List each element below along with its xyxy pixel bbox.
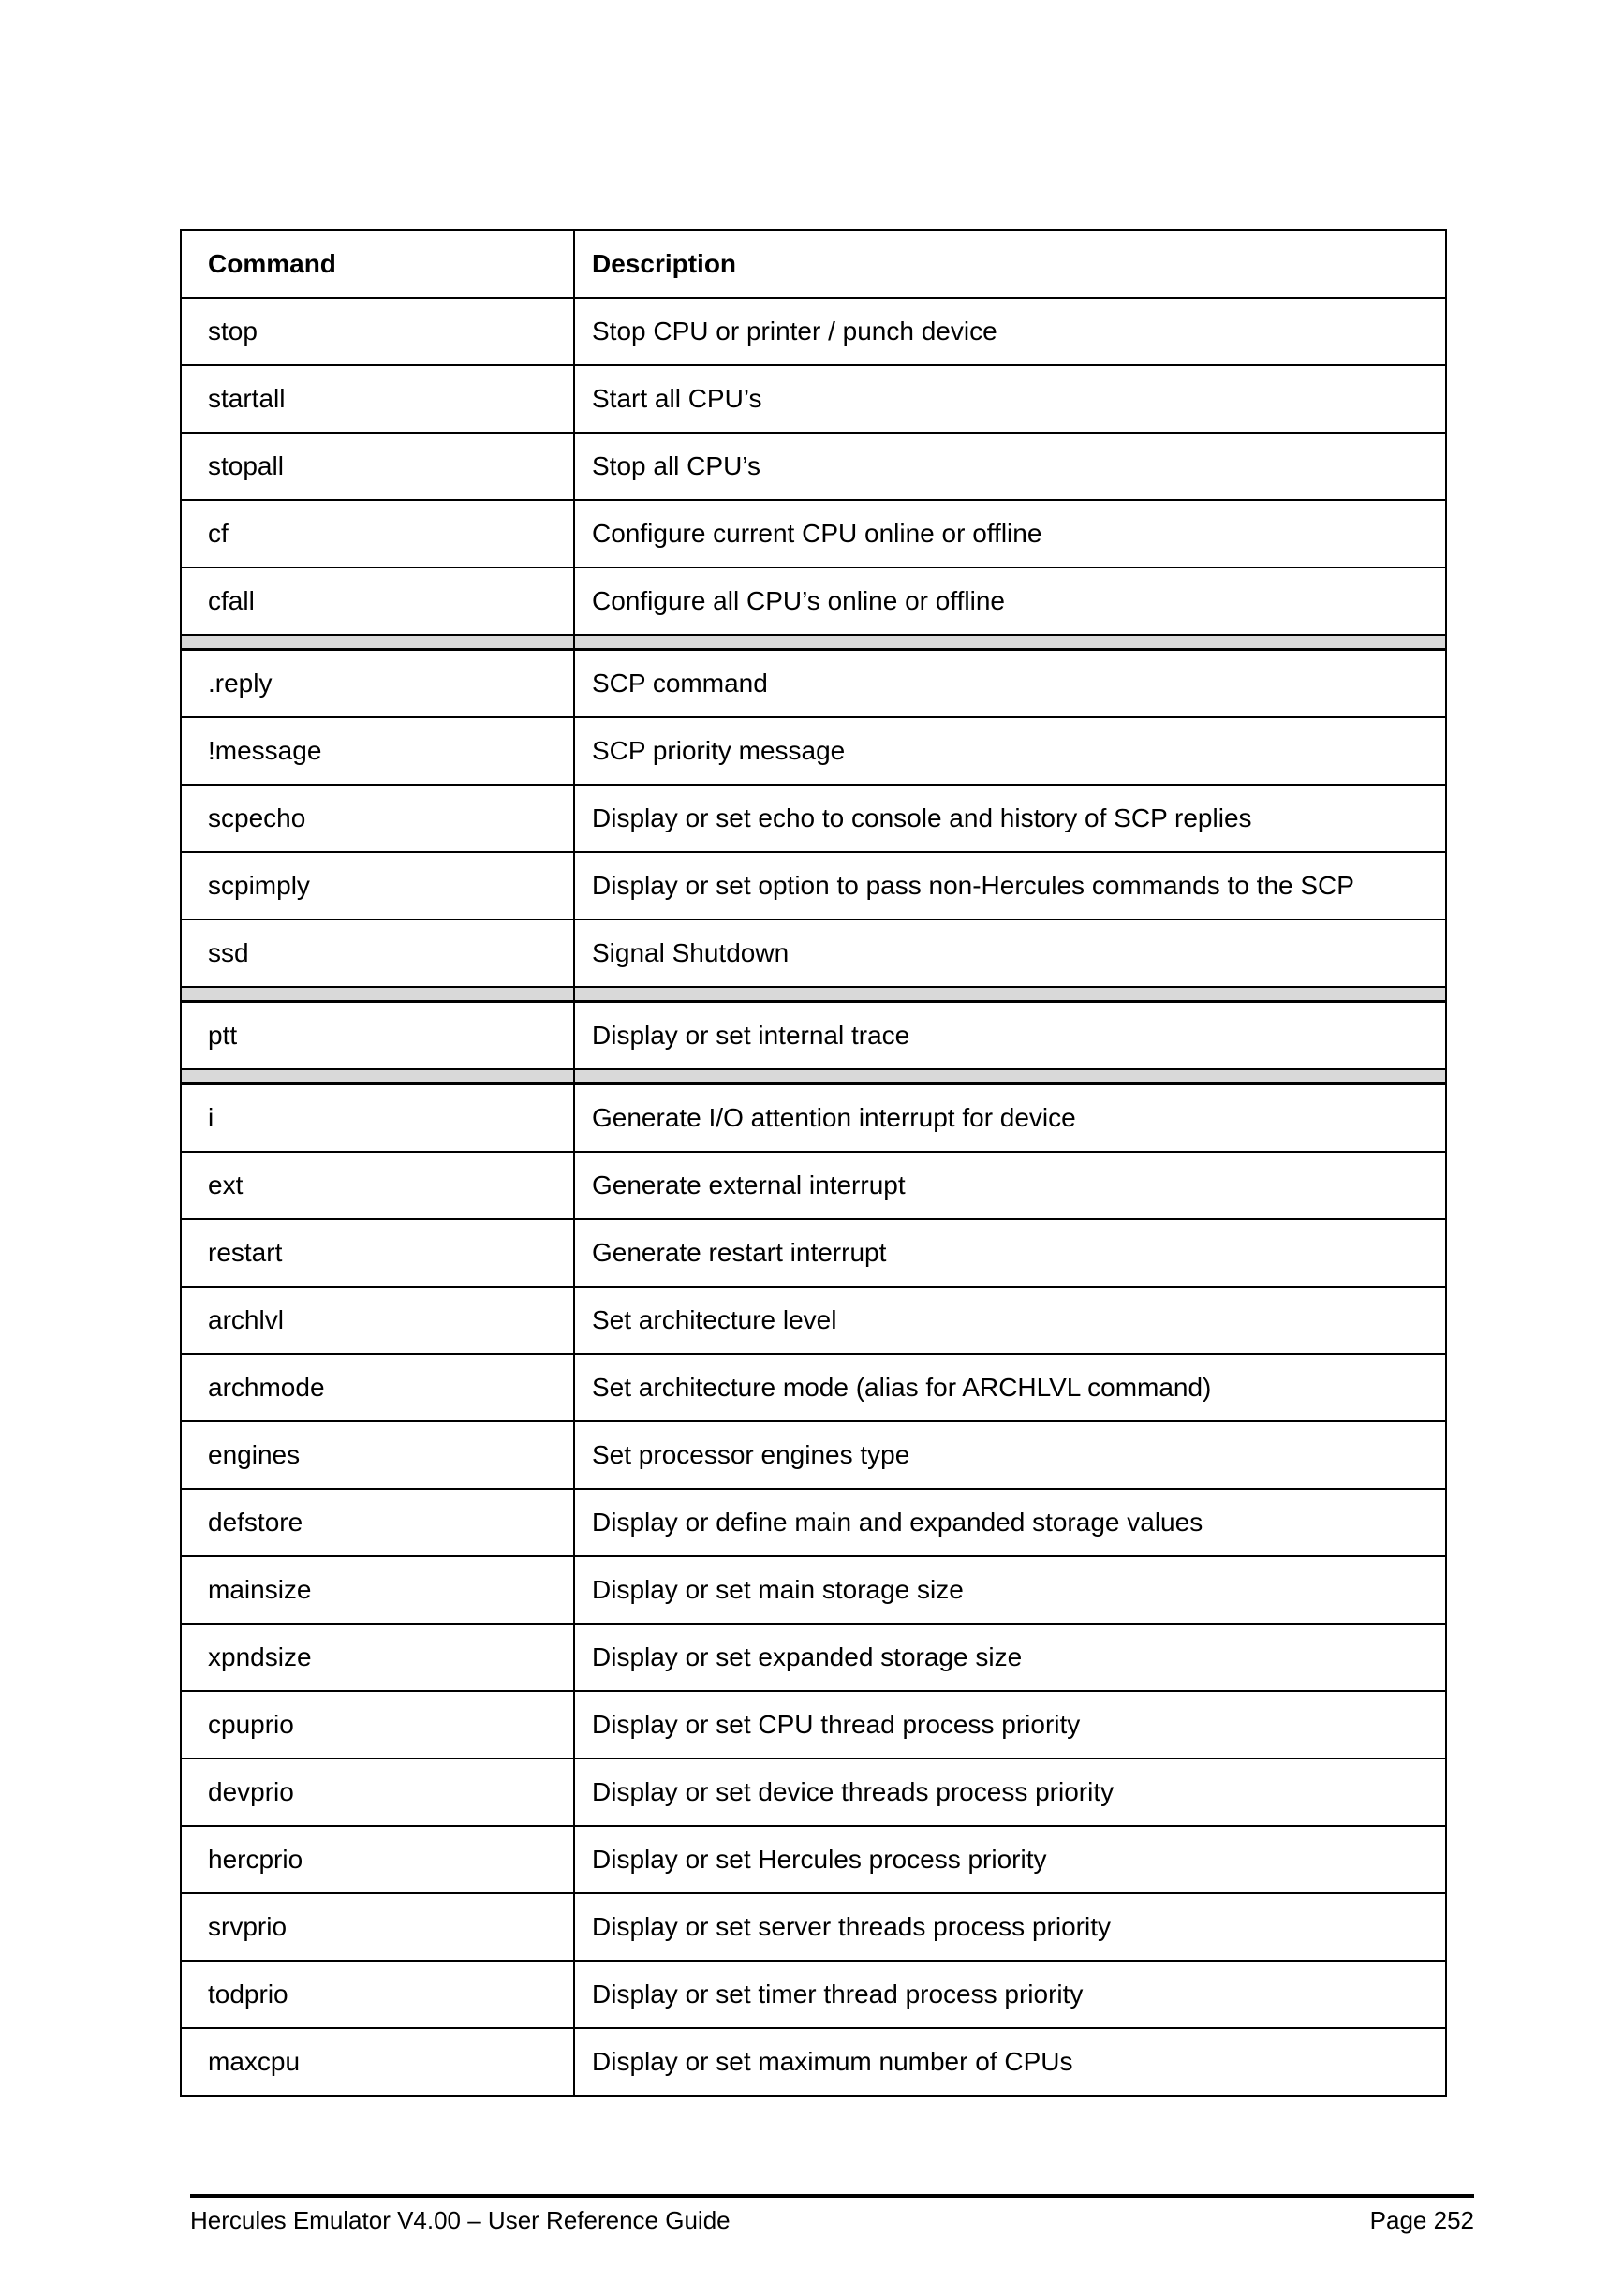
table-row	[181, 1556, 1446, 1624]
table-row	[181, 1421, 1446, 1489]
command-cell: archmode	[181, 1354, 574, 1421]
command-cell: startall	[181, 365, 574, 433]
description-cell: Set processor engines type	[574, 1421, 1446, 1489]
table-row	[181, 1084, 1446, 1153]
command-cell: hercprio	[181, 1826, 574, 1893]
table-row	[181, 650, 1446, 718]
column-header-description: Description	[574, 230, 1446, 298]
description-cell: Set architecture mode (alias for ARCHLVL command)	[574, 1354, 1446, 1421]
table-row	[181, 365, 1446, 433]
command-cell: restart	[181, 1219, 574, 1287]
table-row	[181, 1893, 1446, 1961]
table-header-row	[181, 230, 1446, 298]
command-cell: stopall	[181, 433, 574, 500]
description-cell: Signal Shutdown	[574, 920, 1446, 987]
description-cell: Display or define main and expanded storage values	[574, 1489, 1446, 1556]
table-row	[181, 1624, 1446, 1691]
table-row	[181, 298, 1446, 365]
table-row	[181, 1002, 1446, 1070]
command-cell: ext	[181, 1152, 574, 1219]
separator-cell	[181, 1069, 574, 1084]
description-cell: Start all CPU’s	[574, 365, 1446, 433]
footer-doc-title: Hercules Emulator V4.00 – User Reference Guide	[190, 2206, 731, 2234]
separator-cell	[574, 635, 1446, 650]
column-header-command: Command	[181, 230, 574, 298]
description-cell: Configure current CPU online or offline	[574, 500, 1446, 567]
command-cell: xpndsize	[181, 1624, 574, 1691]
table-row	[181, 500, 1446, 567]
command-cell: stop	[181, 298, 574, 365]
description-cell: Generate restart interrupt	[574, 1219, 1446, 1287]
description-cell: Set architecture level	[574, 1287, 1446, 1354]
description-cell: Stop all CPU’s	[574, 433, 1446, 500]
description-cell: SCP priority message	[574, 717, 1446, 785]
command-cell: todprio	[181, 1961, 574, 2028]
description-cell: Display or set Hercules process priority	[574, 1826, 1446, 1893]
command-cell: cpuprio	[181, 1691, 574, 1759]
table-row	[181, 717, 1446, 785]
table-row	[181, 1489, 1446, 1556]
command-cell: maxcpu	[181, 2028, 574, 2096]
command-cell: .reply	[181, 650, 574, 718]
separator-cell	[181, 987, 574, 1002]
separator-cell	[181, 635, 574, 650]
description-cell: Display or set CPU thread process priority	[574, 1691, 1446, 1759]
description-cell: Display or set timer thread process priority	[574, 1961, 1446, 2028]
table-row	[181, 2028, 1446, 2096]
table-row	[181, 1961, 1446, 2028]
command-cell: !message	[181, 717, 574, 785]
command-cell: defstore	[181, 1489, 574, 1556]
description-cell: Display or set main storage size	[574, 1556, 1446, 1624]
table-row	[181, 1219, 1446, 1287]
command-cell: mainsize	[181, 1556, 574, 1624]
description-cell: Display or set device threads process priority	[574, 1759, 1446, 1826]
description-cell: SCP command	[574, 650, 1446, 718]
description-cell: Display or set expanded storage size	[574, 1624, 1446, 1691]
command-table	[180, 229, 1447, 2097]
command-cell: scpecho	[181, 785, 574, 852]
separator-cell	[574, 987, 1446, 1002]
separator-cell	[574, 1069, 1446, 1084]
table-separator-row	[181, 1069, 1446, 1084]
description-cell: Generate external interrupt	[574, 1152, 1446, 1219]
description-cell: Display or set option to pass non-Hercules commands to the SCP	[574, 852, 1446, 920]
command-cell: cf	[181, 500, 574, 567]
table-row	[181, 1759, 1446, 1826]
table-row	[181, 433, 1446, 500]
description-cell: Generate I/O attention interrupt for device	[574, 1084, 1446, 1153]
description-cell: Display or set echo to console and history of SCP replies	[574, 785, 1446, 852]
description-cell: Stop CPU or printer / punch device	[574, 298, 1446, 365]
command-cell: srvprio	[181, 1893, 574, 1961]
table-row	[181, 567, 1446, 635]
command-cell: ssd	[181, 920, 574, 987]
command-cell: cfall	[181, 567, 574, 635]
table-row	[181, 1826, 1446, 1893]
command-cell: engines	[181, 1421, 574, 1489]
description-cell: Display or set maximum number of CPUs	[574, 2028, 1446, 2096]
table-row	[181, 1691, 1446, 1759]
table-row	[181, 1287, 1446, 1354]
command-cell: archlvl	[181, 1287, 574, 1354]
table-row	[181, 1354, 1446, 1421]
table-row	[181, 920, 1446, 987]
footer-page-number: Page 252	[1369, 2206, 1474, 2234]
page-footer	[190, 2194, 1474, 2235]
table-row	[181, 785, 1446, 852]
command-cell: devprio	[181, 1759, 574, 1826]
table-separator-row	[181, 635, 1446, 650]
table-row	[181, 1152, 1446, 1219]
table-row	[181, 852, 1446, 920]
command-cell: scpimply	[181, 852, 574, 920]
table-separator-row	[181, 987, 1446, 1002]
command-cell: ptt	[181, 1002, 574, 1070]
command-cell: i	[181, 1084, 574, 1153]
description-cell: Display or set internal trace	[574, 1002, 1446, 1070]
description-cell: Display or set server threads process priority	[574, 1893, 1446, 1961]
description-cell: Configure all CPU’s online or offline	[574, 567, 1446, 635]
